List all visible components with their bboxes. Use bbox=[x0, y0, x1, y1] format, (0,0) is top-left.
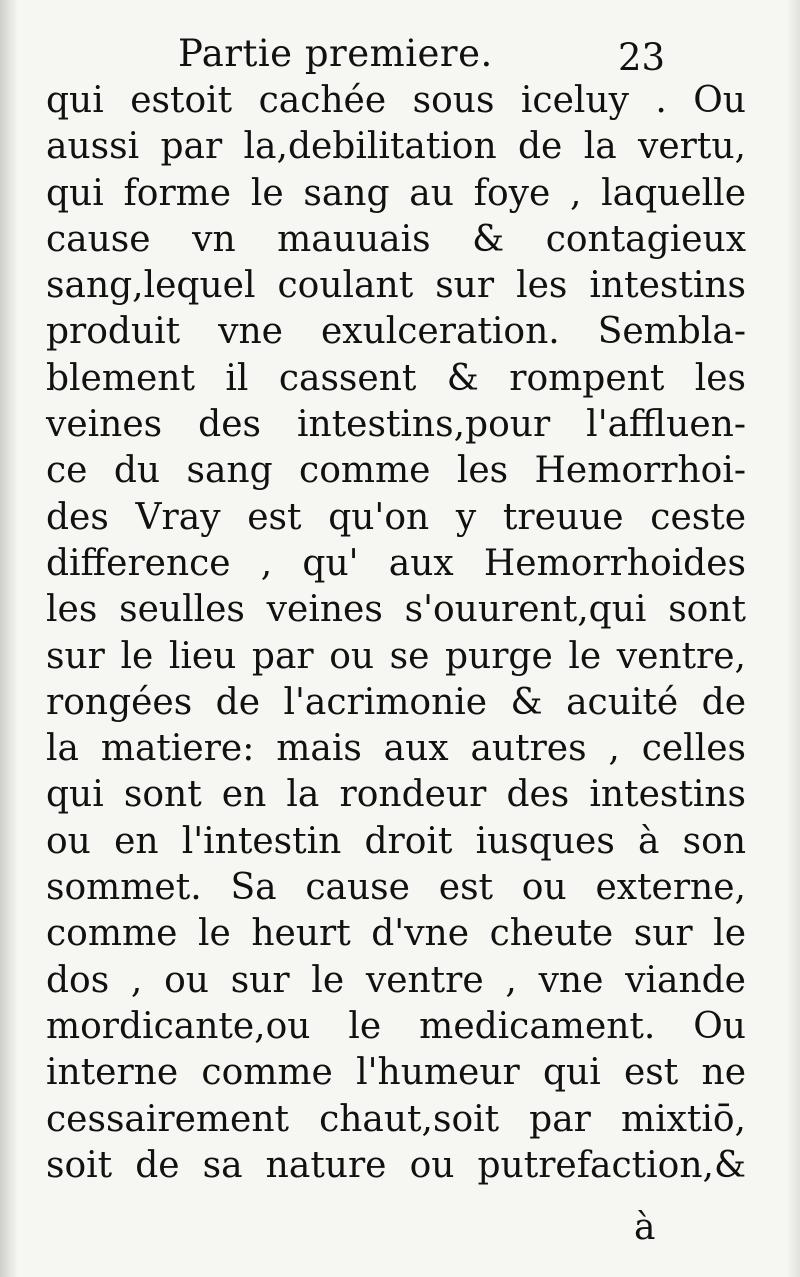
page-edge-shadow-right bbox=[786, 0, 800, 1277]
text-line: sang,lequel coulant sur les intestins bbox=[46, 265, 746, 307]
page-number: 23 bbox=[618, 36, 666, 79]
text-line: des Vray est qu'on y treuue ceste bbox=[46, 496, 746, 538]
text-line: ce du sang comme les Hemorrhoi- bbox=[46, 450, 746, 492]
text-line: qui forme le sang au foye , laquelle bbox=[46, 172, 746, 214]
running-title: Partie premiere. bbox=[178, 32, 493, 75]
catchword: à bbox=[634, 1207, 656, 1248]
text-line: interne comme l'humeur qui est ne bbox=[46, 1052, 746, 1094]
text-line: comme le heurt d'vne cheute sur le bbox=[46, 913, 746, 955]
text-line: qui estoit cachée sous iceluy . Ou bbox=[46, 80, 746, 121]
text-line: blement il cassent & rompent les bbox=[46, 357, 746, 399]
text-line: les seulles veines s'ouurent,qui sont bbox=[46, 589, 746, 631]
text-line: la matiere: mais aux autres , celles bbox=[46, 728, 746, 770]
body-text bbox=[46, 78, 746, 1189]
text-line: rongées de l'acrimonie & acuité de bbox=[46, 681, 746, 723]
text-line: produit vne exulceration. Sembla- bbox=[46, 311, 746, 353]
text-line: difference , qu' aux Hemorrhoides bbox=[46, 542, 746, 584]
text-line: cessairement chaut,soit par mixtiō, bbox=[46, 1098, 746, 1140]
text-line: sommet. Sa cause est ou externe, bbox=[46, 867, 746, 909]
text-line: ou en l'intestin droit iusques à son bbox=[46, 820, 746, 862]
text-line: veines des intestins,pour l'affluen- bbox=[46, 404, 746, 446]
text-line: mordicante,ou le medicament. Ou bbox=[46, 1005, 746, 1047]
text-line: dos , ou sur le ventre , vne viande bbox=[46, 959, 746, 1001]
text-line: soit de sa nature ou putrefaction,& bbox=[46, 1144, 746, 1186]
page-edge-shadow-left bbox=[0, 0, 18, 1277]
text-line: qui sont en la rondeur des intestins bbox=[46, 774, 746, 816]
text-line: sur le lieu par ou se purge le ventre, bbox=[46, 635, 746, 677]
text-line: aussi par la,debilitation de la vertu, bbox=[46, 126, 746, 168]
text-line: cause vn mauuais & contagieux bbox=[46, 218, 746, 260]
